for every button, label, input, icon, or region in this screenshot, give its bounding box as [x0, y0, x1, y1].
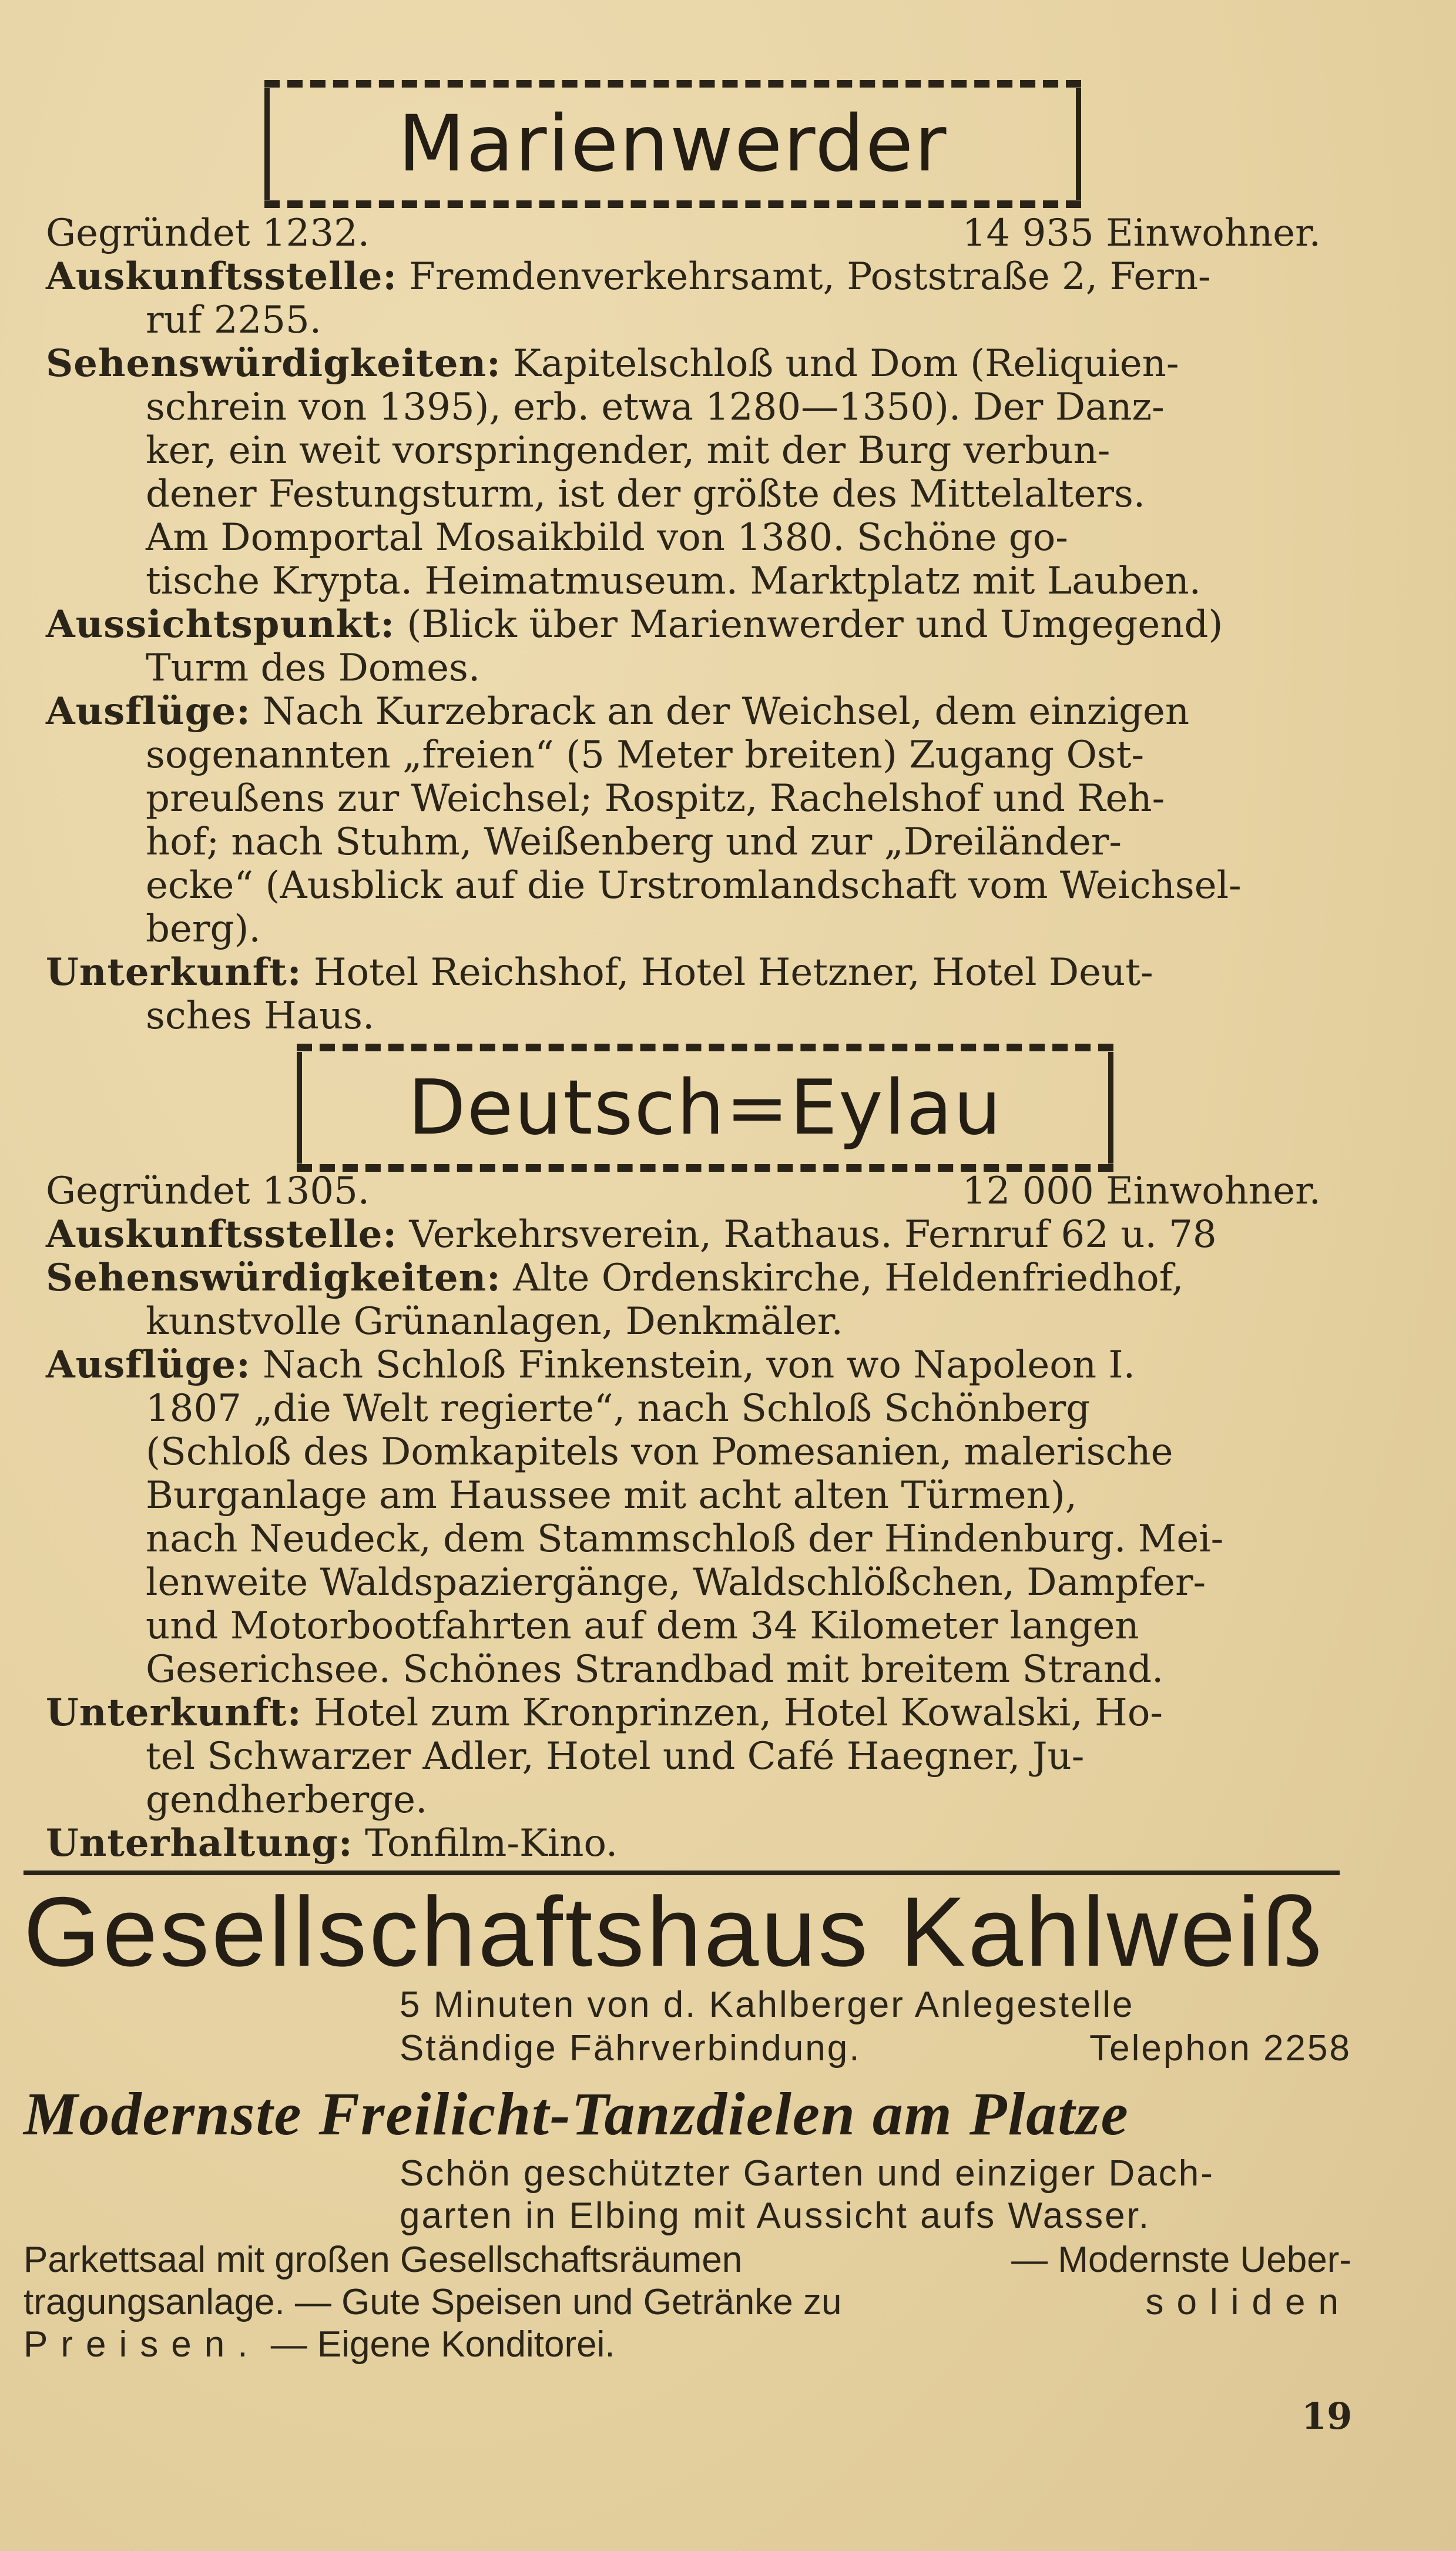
ad-slogan: Modernste Freilicht-Tanzdielen am Platze	[24, 2080, 1129, 2148]
entry-text: Geserichsee. Schönes Strandbad mit breitem Strand.	[146, 1648, 1164, 1691]
entry-text: preußens zur Weichsel; Rospitz, Rachelshof und Reh-	[146, 777, 1165, 820]
entry-text: (Blick über Marienwerder und Umgegend)	[407, 603, 1223, 646]
entry-line	[46, 516, 1321, 559]
ad-body-line-2	[24, 2281, 1351, 2324]
entry-label: Unterkunft:	[46, 950, 302, 994]
entry-text: Hotel zum Kronprinzen, Hotel Kowalski, Ho-	[313, 1691, 1163, 1735]
entry-text: Nach Schloß Finkenstein, von wo Napoleon I.	[263, 1343, 1135, 1387]
marienwerder-entry	[46, 212, 1321, 1038]
ad-body-1b: — Modernste Ueber-	[1011, 2240, 1351, 2280]
entry-text: Hotel Reichshof, Hotel Hetzner, Hotel Deut-	[313, 951, 1153, 994]
ad-body-3b: — Eigene Konditorei.	[270, 2324, 615, 2365]
population-text: 14 935 Einwohner.	[962, 212, 1321, 255]
ad-body-line-3	[24, 2324, 1351, 2366]
entry-text: Burganlage am Haussee mit acht alten Türmen),	[146, 1474, 1078, 1517]
entry-label: Aussichtspunkt:	[46, 602, 395, 646]
ad-body-2a: tragungsanlage. — Gute Speisen und Getränke zu	[24, 2282, 842, 2322]
ad-description-line-1: Schön geschützter Garten und einziger Dach-	[400, 2153, 1215, 2194]
entry-label: Unterhaltung:	[46, 1821, 353, 1865]
entry-line	[46, 559, 1321, 603]
entry-text: ecke“ (Ausblick auf die Urstromlandschaft vom Weichsel-	[146, 864, 1242, 907]
entry-line	[46, 1169, 1321, 1213]
entry-text: Am Domportal Mosaikbild von 1380. Schöne go-	[146, 516, 1068, 559]
entry-text: sches Haus.	[146, 994, 375, 1038]
entry-line	[46, 1343, 1321, 1387]
entry-text: ruf 2255.	[146, 299, 322, 342]
entry-line	[46, 1430, 1321, 1474]
entry-text: sogenannten „freien“ (5 Meter breiten) Zugang Ost-	[146, 733, 1145, 777]
founded-text: Gegründet 1305.	[46, 1169, 370, 1213]
entry-line	[46, 255, 1321, 299]
entry-text: tische Krypta. Heimatmuseum. Marktplatz mit Lauben.	[146, 559, 1201, 603]
entry-line	[46, 1213, 1321, 1256]
entry-line	[46, 1561, 1321, 1604]
entry-line	[46, 342, 1321, 386]
deutsch-eylau-title: Deutsch=Eylau	[408, 1064, 1002, 1152]
entry-line	[46, 820, 1321, 864]
marienwerder-title: Marienwerder	[398, 99, 948, 189]
entry-label: Auskunftsstelle:	[46, 1212, 398, 1256]
ad-body-2b: soliden	[1145, 2282, 1351, 2322]
entry-text: (Schloß des Domkapitels von Pomesanien, malerische	[146, 1430, 1173, 1474]
ad-description-line-2: garten in Elbing mit Aussicht aufs Wasser.	[400, 2195, 1151, 2236]
entry-text: Tonfilm-Kino.	[365, 1822, 618, 1865]
ad-ferry-line	[400, 2027, 1351, 2070]
entry-line	[46, 690, 1321, 733]
deutsch-eylau-entry	[46, 1169, 1321, 1865]
entry-line	[46, 1387, 1321, 1430]
entry-line	[46, 777, 1321, 820]
entry-line	[46, 951, 1321, 994]
entry-line	[46, 472, 1321, 516]
marienwerder-title-box	[264, 88, 1081, 200]
ad-body-line-1	[24, 2239, 1351, 2281]
entry-text: dener Festungsturm, ist der größte des Mittelalters.	[146, 472, 1146, 516]
entry-text: tel Schwarzer Adler, Hotel und Café Haegner, Ju-	[146, 1735, 1085, 1778]
entry-line	[46, 603, 1321, 646]
entry-label: Sehenswürdigkeiten:	[46, 341, 501, 386]
entry-text: Verkehrsverein, Rathaus. Fernruf 62 u. 78	[409, 1213, 1217, 1256]
entry-line	[46, 1474, 1321, 1517]
ad-telephone: Telephon 2258	[1089, 2028, 1351, 2069]
entry-text: ker, ein weit vorspringender, mit der Burg verbun-	[146, 429, 1111, 472]
entry-text: Fremdenverkehrsamt, Poststraße 2, Fern-	[409, 255, 1211, 299]
entry-line	[46, 1778, 1321, 1822]
ad-divider	[24, 1870, 1340, 1875]
entry-line	[46, 646, 1321, 690]
entry-line	[46, 994, 1321, 1038]
entry-line	[46, 1517, 1321, 1561]
entry-line	[46, 1300, 1321, 1343]
population-text: 12 000 Einwohner.	[962, 1169, 1321, 1213]
entry-text: nach Neudeck, dem Stammschloß der Hindenburg. Mei-	[146, 1517, 1224, 1561]
entry-text: Nach Kurzebrack an der Weichsel, dem einzigen	[263, 690, 1190, 733]
entry-line	[46, 1822, 1321, 1865]
entry-line	[46, 733, 1321, 777]
founded-text: Gegründet 1232.	[46, 212, 370, 255]
ad-body-1a: Parkettsaal mit großen Gesellschaftsräumen	[24, 2240, 743, 2280]
entry-label: Auskunftsstelle:	[46, 254, 398, 299]
entry-line	[46, 1648, 1321, 1691]
entry-text: schrein von 1395), erb. etwa 1280—1350). Der Danz-	[146, 386, 1165, 429]
ad-location-line: 5 Minuten von d. Kahlberger Anlegestelle	[400, 1985, 1135, 2025]
entry-line	[46, 1735, 1321, 1778]
entry-text: Turm des Domes.	[146, 646, 481, 690]
entry-label: Sehenswürdigkeiten:	[46, 1256, 501, 1300]
ad-ferry-text: Ständige Fährverbindung.	[400, 2028, 861, 2069]
entry-text: lenweite Waldspaziergänge, Waldschlößchen, Dampfer-	[146, 1561, 1206, 1604]
entry-line	[46, 299, 1321, 342]
entry-text: berg).	[146, 907, 261, 951]
entry-text: und Motorbootfahrten auf dem 34 Kilometer langen	[146, 1604, 1139, 1648]
entry-line	[46, 1256, 1321, 1300]
entry-text: gendherberge.	[146, 1778, 428, 1822]
entry-line	[46, 907, 1321, 951]
entry-line	[46, 386, 1321, 429]
entry-line	[46, 1691, 1321, 1735]
entry-text: Alte Ordenskirche, Heldenfriedhof,	[513, 1256, 1184, 1300]
entry-text: hof; nach Stuhm, Weißenberg und zur „Dreiländer-	[146, 820, 1122, 864]
entry-line	[46, 429, 1321, 472]
entry-line	[46, 1604, 1321, 1648]
entry-label: Ausflüge:	[46, 1343, 251, 1387]
entry-text: kunstvolle Grünanlagen, Denkmäler.	[146, 1300, 843, 1343]
entry-label: Ausflüge:	[46, 689, 251, 733]
entry-line	[46, 212, 1321, 255]
entry-line	[46, 864, 1321, 907]
page-number: 19	[1301, 2395, 1353, 2438]
entry-text: 1807 „die Welt regierte“, nach Schloß Schönberg	[146, 1387, 1091, 1430]
deutsch-eylau-title-box	[297, 1052, 1113, 1164]
entry-text: Kapitelschloß und Dom (Reliquien-	[513, 342, 1179, 386]
ad-title: Gesellschaftshaus Kahlweiß	[24, 1876, 1325, 1987]
ad-body-3a: Preisen.	[24, 2324, 261, 2365]
entry-label: Unterkunft:	[46, 1691, 302, 1735]
